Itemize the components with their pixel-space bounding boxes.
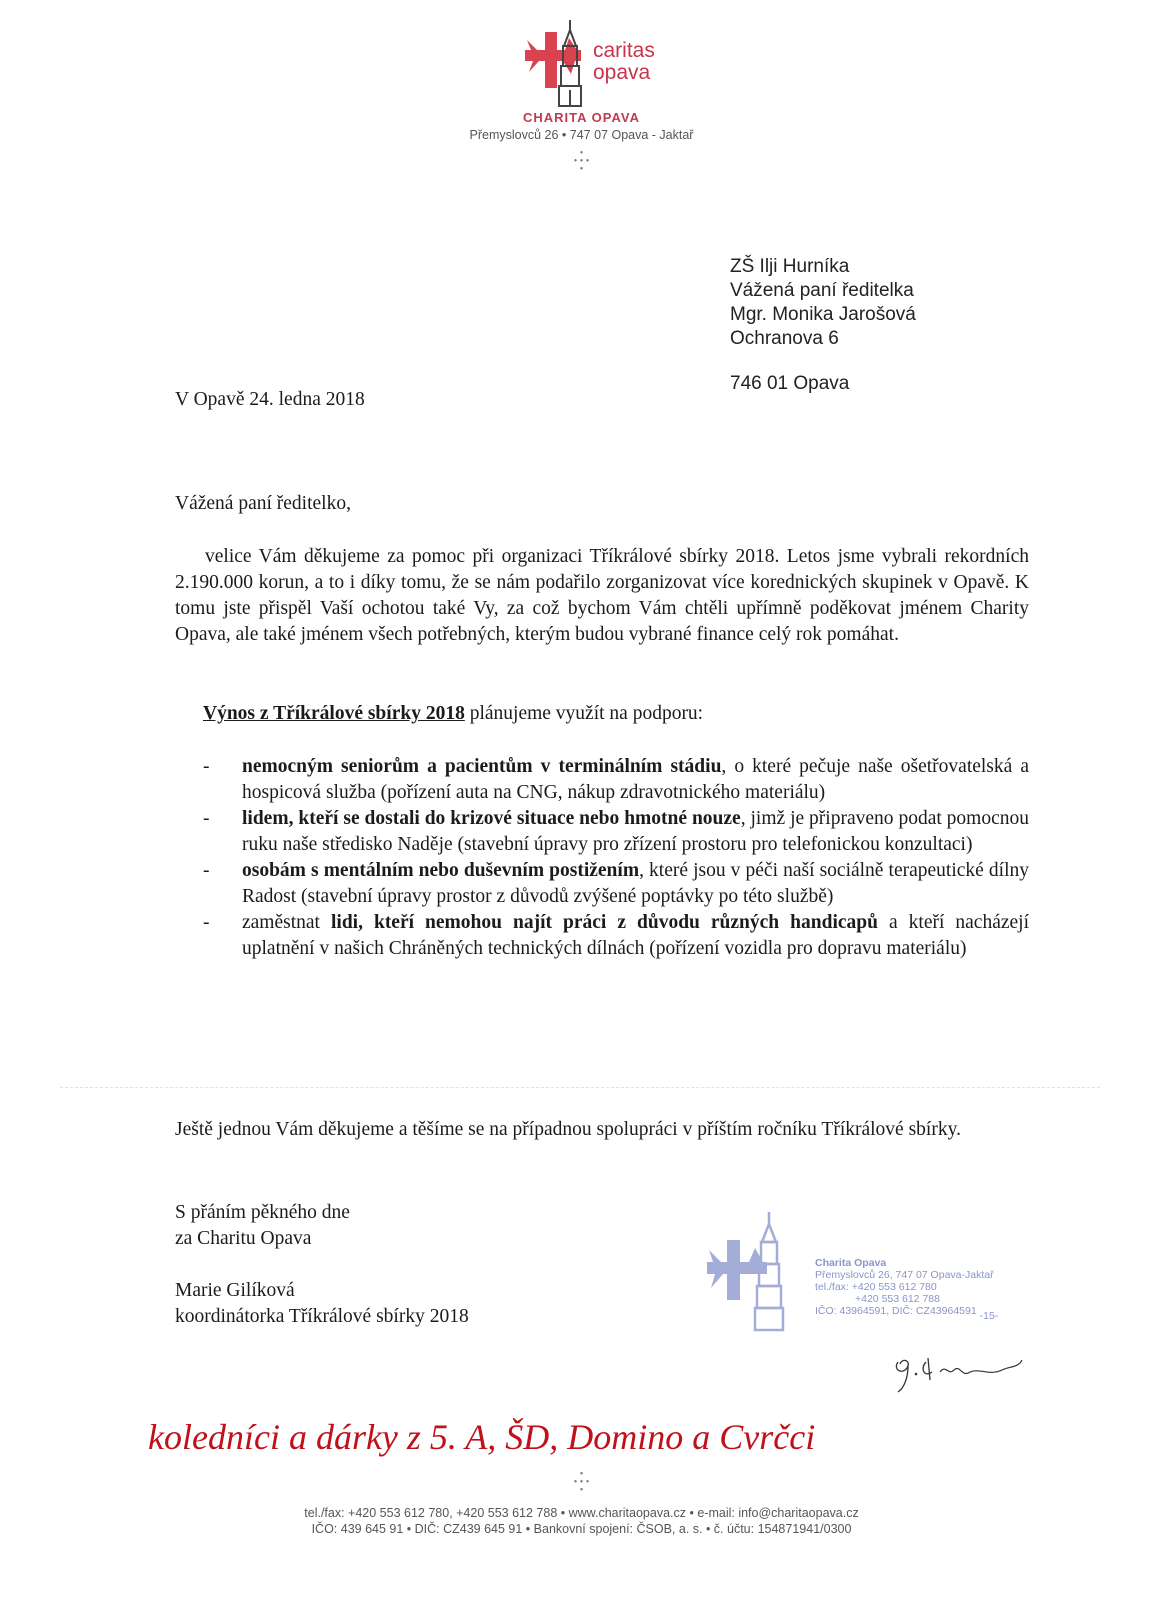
footer-ids: IČO: 439 645 91 • DIČ: CZ439 645 91 • Bankovní spojení: ČSOB, a. s. • č. účtu: 154871941/0300 xyxy=(311,1522,852,1536)
dash-bullet-icon: - xyxy=(203,860,210,881)
dash-bullet-icon: - xyxy=(203,756,210,777)
purpose-heading: Výnos z Tříkrálové sbírky 2018 xyxy=(203,703,465,724)
logo-word-caritas: caritas xyxy=(593,39,655,62)
dash-bullet-icon: - xyxy=(203,808,210,829)
purpose-intro-rest: plánujeme využít na podporu: xyxy=(464,703,704,724)
closing xyxy=(175,1200,350,1252)
list-item: - lidem, kteří se dostali do krizové situace nebo hmotné nouze, jimž je připraveno podat pomocnou ruku naše středisko Naděje (stavební úpravy pro zřízení prostoru pro telefonickou konzultaci) xyxy=(203,808,1030,855)
item-emphasis: nemocným seniorům a pacientům v terminálním stádiu xyxy=(242,756,722,777)
org-address: Přemyslovců 26 • 747 07 Opava - Jaktař xyxy=(469,128,694,142)
recipient-zip-city: 746 01 Opava xyxy=(730,373,850,394)
recipient-line: Mgr. Monika Jarošová xyxy=(730,304,916,325)
item-emphasis: osobám s mentálním nebo duševním postižením xyxy=(242,860,640,881)
logo-wordmark xyxy=(593,40,655,84)
stamp-logo-icon xyxy=(707,1212,802,1332)
scan-fold-line xyxy=(60,1087,1100,1089)
stamp-line: IČO: 43964591, DIČ: CZ43964591 -15- xyxy=(815,1305,999,1322)
org-name: CHARITA OPAVA xyxy=(523,110,640,125)
logo-word-opava: opava xyxy=(593,61,651,84)
handwritten-signature xyxy=(890,1350,1030,1395)
recipient-address xyxy=(730,255,916,351)
letter-date: V Opavě 24. ledna 2018 xyxy=(175,389,365,410)
signer-role: koordinátorka Tříkrálové sbírky 2018 xyxy=(175,1306,469,1327)
list-item: - zaměstnat lidi, kteří nemohou najít práci z důvodu různých handicapů a kteří nacházejí uplatnění v našich Chráněných technických dílnách (pořízení vozidla pro dopravu materiálu) xyxy=(203,912,1030,959)
purpose-list xyxy=(203,754,1029,962)
thanks-paragraph: Ještě jednou Vám děkujeme a těšíme se na případnou spolupráci v příštím ročníku Tříkrálové sbírky. xyxy=(175,1119,961,1140)
stamp-line: Přemyslovců 26, 747 07 Opava-Jaktař xyxy=(815,1269,994,1281)
ornament-dots-icon: • • • • • xyxy=(573,148,590,175)
stamp-line: +420 553 612 788 xyxy=(855,1293,940,1305)
stamp-line: tel./fax: +420 553 612 780 xyxy=(815,1281,937,1293)
item-emphasis: lidem, kteří se dostali do krizové situace nebo hmotné nouze xyxy=(242,808,741,829)
intro-paragraph: velice Vám děkujeme za pomoc při organizaci Tříkrálové sbírky 2018. Letos jsme vybrali rekordních 2.190.000 korun, a to i díky tomu, že se nám podařilo zorganizovat více korednických skupinek v Opavě. K tomu jste přispěl Vaší ochotou také Vy, za což bychom Vám chtěli upřímně poděkovat jménem Charity Opava, ale také jménem všech potřebných, kterým budou vybrané finance celý rok pomáhat. xyxy=(175,546,1029,645)
footer-contacts: tel./fax: +420 553 612 780, +420 553 612 788 • www.charitaopava.cz • e-mail: info@charitaopava.cz xyxy=(304,1506,859,1520)
organization-stamp xyxy=(815,1257,999,1322)
recipient-line: Vážená paní ředitelka xyxy=(730,280,914,301)
signer-block xyxy=(175,1278,469,1330)
purpose-intro xyxy=(203,703,703,725)
item-emphasis: lidi, kteří nemohou najít práci z důvodu různých handicapů xyxy=(330,912,878,933)
salutation: Vážená paní ředitelko, xyxy=(175,493,351,514)
ornament-dots-icon: • • • • • xyxy=(573,1469,590,1496)
red-note: koledníci a dárky z 5. A, ŠD, Domino a Cvrčci xyxy=(148,1417,816,1457)
closing-line: za Charitu Opava xyxy=(175,1228,312,1249)
list-item: - osobám s mentálním nebo duševním postižením, které jsou v péči naší sociálně terapeutické dílny Radost (stavební úpravy prostor z důvodů zvýšené poptávky po této službě) xyxy=(203,860,1029,907)
recipient-line: ZŠ Ilji Hurníka xyxy=(730,256,850,277)
stamp-line: Charita Opava xyxy=(815,1257,887,1269)
closing-line: S přáním pěkného dne xyxy=(175,1202,350,1223)
signer-name: Marie Gilíková xyxy=(175,1280,295,1301)
list-item: - nemocným seniorům a pacientům v terminálním stádiu, o které pečuje naše ošetřovatelská a hospicová služba (pořízení auta na CNG, nákup zdravotnického materiálu) xyxy=(203,756,1029,803)
recipient-line: Ochranova 6 xyxy=(730,328,839,349)
letter-footer xyxy=(0,1505,1163,1537)
dash-bullet-icon: - xyxy=(203,912,210,933)
